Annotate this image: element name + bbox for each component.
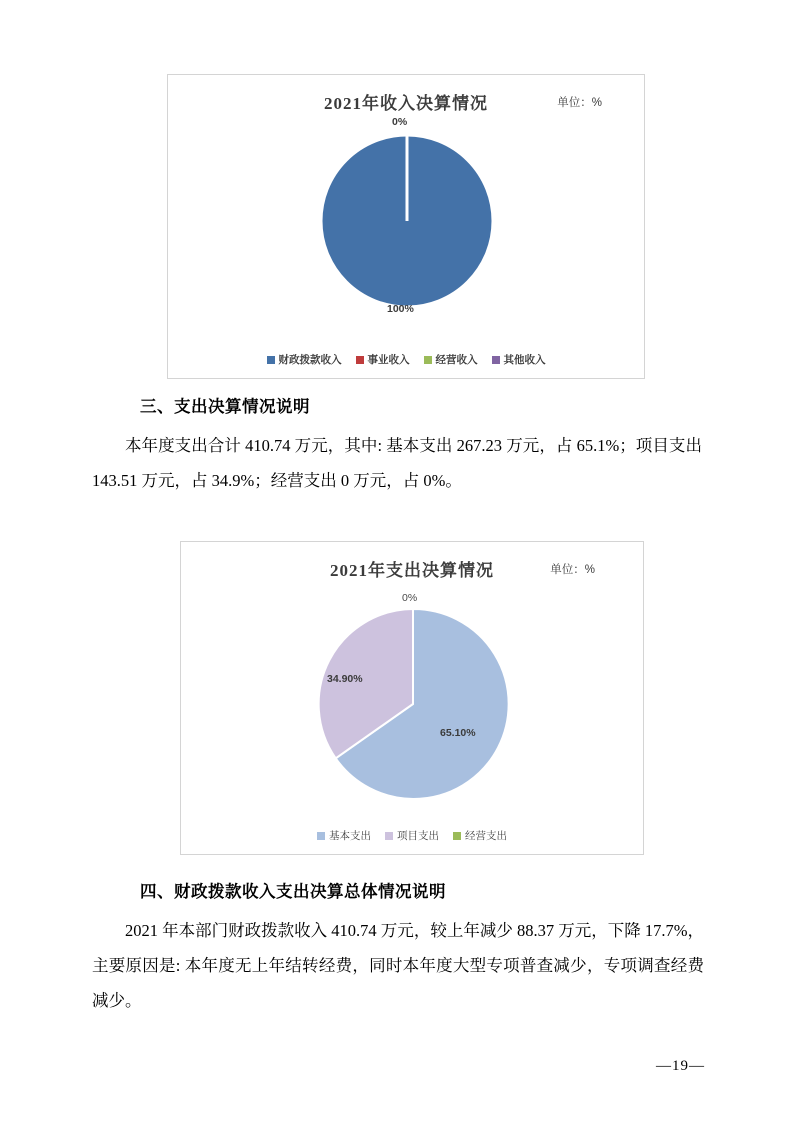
legend-swatch-icon bbox=[453, 832, 461, 840]
section-paragraph-4: 2021 年本部门财政拨款收入 410.74 万元，较上年减少 88.37 万元，下降 17.7%，主要原因是: 本年度无上年结转经费，同时本年度大型专项普查减少，专项调查经费减少。 bbox=[92, 921, 704, 1010]
legend-swatch-icon bbox=[385, 832, 393, 840]
legend-label: 财政拨款收入 bbox=[278, 354, 342, 366]
section-heading-4: 四、财政拨款收入支出决算总体情况说明 bbox=[140, 883, 446, 901]
chart-legend bbox=[168, 352, 644, 367]
legend-swatch-icon bbox=[492, 356, 500, 364]
income-pie-chart bbox=[167, 74, 645, 379]
expenditure-pie-chart bbox=[180, 541, 644, 855]
legend-item bbox=[267, 352, 342, 367]
pie-label-zero: 0% bbox=[392, 116, 408, 128]
legend-label: 项目支出 bbox=[397, 830, 439, 842]
chart-title: 2021年支出决算情况 bbox=[330, 561, 494, 580]
legend-item bbox=[356, 352, 410, 367]
legend-item bbox=[453, 828, 507, 843]
chart-unit-label: 单位：% bbox=[550, 564, 595, 576]
pie-label-project: 34.90% bbox=[327, 673, 363, 685]
legend-label: 经营支出 bbox=[465, 830, 507, 842]
legend-item bbox=[492, 352, 546, 367]
income-pie-svg bbox=[168, 131, 646, 311]
legend-item bbox=[317, 828, 371, 843]
pie-label-total: 100% bbox=[387, 303, 414, 315]
legend-swatch-icon bbox=[317, 832, 325, 840]
chart-title: 2021年收入决算情况 bbox=[324, 94, 488, 113]
page-number: —19— bbox=[656, 1058, 705, 1074]
legend-swatch-icon bbox=[267, 356, 275, 364]
section-paragraph-3: 本年度支出合计 410.74 万元，其中: 基本支出 267.23 万元，占 65.1%；项目支出 143.51 万元，占 34.9%；经营支出 0 万元，占 0%。 bbox=[92, 436, 702, 490]
legend-label: 事业收入 bbox=[367, 354, 410, 366]
legend-item bbox=[385, 828, 439, 843]
pie-graphic bbox=[168, 131, 644, 311]
legend-item bbox=[424, 352, 478, 367]
pie-label-zero: 0% bbox=[402, 592, 418, 604]
legend-label: 经营收入 bbox=[435, 354, 478, 366]
pie-graphic bbox=[181, 604, 643, 804]
chart-unit-label: 单位：% bbox=[557, 97, 602, 109]
legend-label: 基本支出 bbox=[329, 830, 371, 842]
chart-legend bbox=[181, 828, 643, 843]
legend-swatch-icon bbox=[356, 356, 364, 364]
legend-label: 其他收入 bbox=[503, 354, 546, 366]
legend-swatch-icon bbox=[424, 356, 432, 364]
expenditure-pie-svg bbox=[181, 604, 645, 804]
pie-label-basic: 65.10% bbox=[440, 727, 476, 739]
section-heading-3: 三、支出决算情况说明 bbox=[140, 398, 310, 416]
